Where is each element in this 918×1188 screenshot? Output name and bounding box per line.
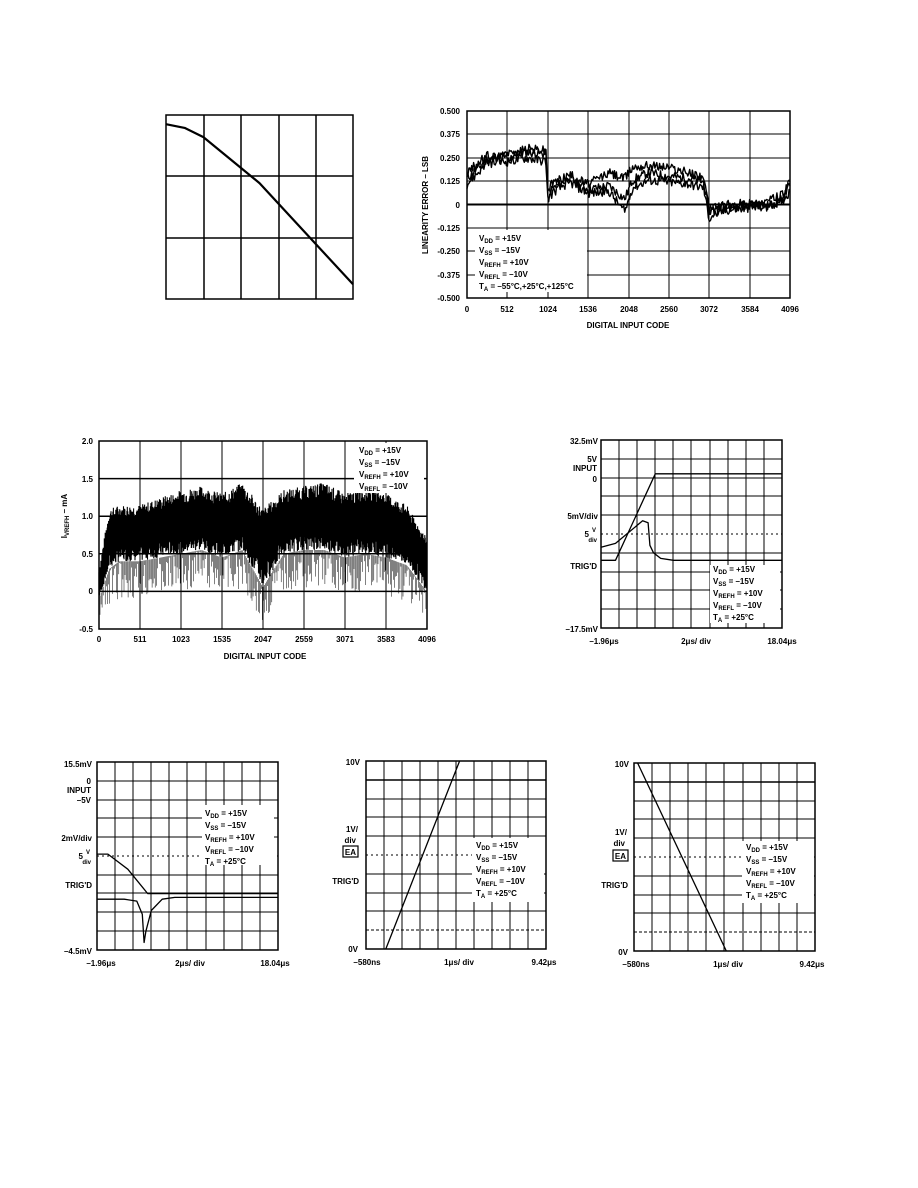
plot4-label-5v: 5V [587,455,597,464]
plot2-chart [421,107,799,330]
plot2-ylabel: LINEARITY ERROR – LSB [421,155,430,255]
plot7-ea-label: EA [614,852,626,861]
plot4-labels [566,437,599,634]
plot4-xtick-right: 18.04μs [767,637,797,646]
plot3-ytick: 0 [88,587,93,596]
plot3-xlabel: DIGITAL INPUT CODE [223,652,307,661]
plot3-xtick: 3071 [336,635,354,644]
plot1-grid [166,115,353,299]
plot5-xtick-left: –1.96μs [86,959,116,968]
plot4-condition: $V_{REFL} = -10V$ [713,601,762,612]
plot1-series-line [166,124,353,284]
plot6-condition: $V_{DD} = +15V$ [476,841,519,852]
plot2-xtick: 0 [464,305,470,314]
plot4-xticks [589,637,797,646]
plot5-xtick-right: 18.04μs [260,959,290,968]
plot5-ytick-zero: 0 [86,777,91,786]
plot6-condition: $V_{REFH} = +10V$ [476,865,526,876]
plot2-xtick: 3584 [741,305,759,314]
plot5-label-input: INPUT [67,786,91,795]
plot7-condition: $T_A = +25^\circ C$ [746,891,787,902]
plot5-label-5: 5 [78,852,83,861]
plot2-condition: $T_A = -55^\circ C,+25^\circ C,+125^\circ C$ [479,282,574,293]
plot2-xtick: 512 [500,305,514,314]
plot4-label-5: 5 [584,530,589,539]
plot3-xtick: 4096 [418,635,436,644]
plot6-xtick-right: 9.42μs [531,958,557,967]
plot7-xlabel: 1μs/ div [713,960,743,969]
plot3-ytick: 1.0 [81,512,93,521]
plot7-xtick-right: 9.42μs [799,960,825,969]
plot7-ytick-bottom: 0V [618,948,628,957]
plot5-xlabel: 2μs/ div [175,959,205,968]
plot4-xtick-left: –1.96μs [589,637,619,646]
plot5-label-div: div [82,860,91,866]
plot1-series [166,124,353,284]
plot5-condition: $V_{REFH} = +10V$ [205,833,255,844]
plot6-xticks [353,958,557,967]
plot4-label-trigd: TRIG'D [570,562,597,571]
plot7-condition: $V_{DD} = +15V$ [746,843,789,854]
plot5-chart [61,760,290,968]
plot3-xtick: 2559 [295,635,313,644]
plot3-yticks [79,437,93,634]
plot7-condition: $V_{SS} = -15V$ [746,855,788,866]
plot6-chart [332,758,557,967]
plot6-xtick-left: –580ns [353,958,381,967]
plot3-xtick: 2047 [254,635,272,644]
plot6-labels [332,758,360,954]
plot4-condition: $V_{DD} = +15V$ [713,565,756,576]
plot3-ylabel: $I_{VREFH}$ – mA [60,493,71,539]
plot4-ytick-bottom: –17.5mV [565,625,598,634]
plot6-condition: $V_{SS} = -15V$ [476,853,518,864]
plot3-chart [60,437,436,661]
plot5-label-trigd: TRIG'D [65,881,92,890]
plot7-chart [601,760,825,969]
plot3-xticks [97,635,437,644]
plot5-condition: $V_{REFL} = -10V$ [205,845,254,856]
plot4-label-scale: 5mV/div [567,512,598,521]
plot1-frame [166,115,353,299]
plot4-condition: $V_{REFH} = +10V$ [713,589,763,600]
plot4-chart [566,437,798,646]
plot2-ytick: -0.250 [437,247,460,256]
plot3-xtick: 511 [133,635,147,644]
plot6-conditions [472,838,544,902]
plot3-ytick: 2.0 [81,437,93,446]
plot2-xtick: 1536 [579,305,597,314]
plot7-condition: $V_{REFL} = -10V$ [746,879,795,890]
plot2-ytick: 0.250 [439,154,460,163]
plot2-ytick: -0.500 [437,294,460,303]
plot7-ytick-top: 10V [614,760,629,769]
plot2-conditions [475,230,587,293]
plot6-label-div: div [344,836,356,845]
plot4-conditions [710,565,780,624]
plot7-labels [601,760,629,957]
plot5-label-v: V [85,850,90,856]
plot4-ytick-zero: 0 [592,475,597,484]
plot2-xtick: 3072 [700,305,718,314]
plot3-condition: $V_{REFH} = +10V$ [359,470,409,481]
plot4-condition: $T_A = +25^\circ C$ [713,613,754,624]
plot2-xtick: 2048 [620,305,638,314]
plot7-label-div: div [613,839,625,848]
plot2-xlabel: DIGITAL INPUT CODE [586,321,670,330]
plot4-label-v: V [591,528,596,534]
plot3-xtick: 3583 [377,635,395,644]
plot4-condition: $V_{SS} = -15V$ [713,577,755,588]
plot5-condition: $T_A = +25^\circ C$ [205,857,246,868]
plot3-condition: $V_{DD} = +15V$ [359,446,402,457]
plot2-condition: $V_{REFL} = -10V$ [479,270,528,281]
plot2-ytick: 0.500 [439,107,460,116]
plot6-ytick-top: 10V [345,758,360,767]
plot3-xtick: 1535 [213,635,231,644]
plot5-ytick-top: 15.5mV [63,760,92,769]
plot7-condition: $V_{REFH} = +10V$ [746,867,796,878]
plot3-condition: $V_{SS} = -15V$ [359,458,401,469]
plot2-condition: $V_{REFH} = +10V$ [479,258,529,269]
plot5-label-neg5v: –5V [76,796,91,805]
plot6-condition: $V_{REFL} = -10V$ [476,877,525,888]
plot2-condition: $V_{DD} = +15V$ [479,234,522,245]
plot7-label-trigd: TRIG'D [601,881,628,890]
plot3-xtick: 0 [96,635,102,644]
plot2-condition: $V_{SS} = -15V$ [479,246,521,257]
plot5-labels [61,760,92,956]
plot1-chart [166,115,353,299]
plot7-xticks [622,960,825,969]
plot6-condition: $T_A = +25^\circ C$ [476,889,517,900]
plot7-conditions [742,841,814,903]
plot4-label-input: INPUT [573,464,597,473]
plot2-xtick: 4096 [781,305,799,314]
plot2-xtick: 2560 [660,305,678,314]
plot3-ytick: -0.5 [79,625,93,634]
plot5-label-scale: 2mV/div [61,834,92,843]
plot3-condition: $V_{REFL} = -10V$ [359,482,408,493]
plot3-xtick: 1023 [172,635,190,644]
plot3-ytick: 1.5 [81,475,93,484]
plot6-label-scale: 1V/ [345,825,358,834]
plot5-conditions [202,805,274,868]
plot2-ytick: -0.375 [437,271,460,280]
plot6-ytick-bottom: 0V [348,945,358,954]
plot2-ytick: -0.125 [437,224,460,233]
plot5-ytick-bottom: –4.5mV [63,947,92,956]
plot4-label-div: div [588,538,597,544]
plot4-xlabel: 2μs/ div [681,637,711,646]
plot2-ytick: 0.375 [439,130,460,139]
plot5-condition: $V_{SS} = -15V$ [205,821,247,832]
plot6-ea-label: EA [344,848,356,857]
plot2-xtick: 1024 [539,305,557,314]
plot3-conditions [354,443,424,493]
plot5-condition: $V_{DD} = +15V$ [205,809,248,820]
plot5-xticks [86,959,290,968]
plot2-ytick: 0.125 [439,177,460,186]
plot3-ytick: 0.5 [81,550,93,559]
plot2-ytick: 0 [455,201,460,210]
plot2-yticks [437,107,460,303]
plot6-xlabel: 1μs/ div [444,958,474,967]
plot7-xtick-left: –580ns [622,960,650,969]
plot6-label-trigd: TRIG'D [332,877,359,886]
plot4-ytick-top: 32.5mV [569,437,598,446]
plot2-xticks [465,305,800,314]
plot7-label-scale: 1V/ [614,828,627,837]
